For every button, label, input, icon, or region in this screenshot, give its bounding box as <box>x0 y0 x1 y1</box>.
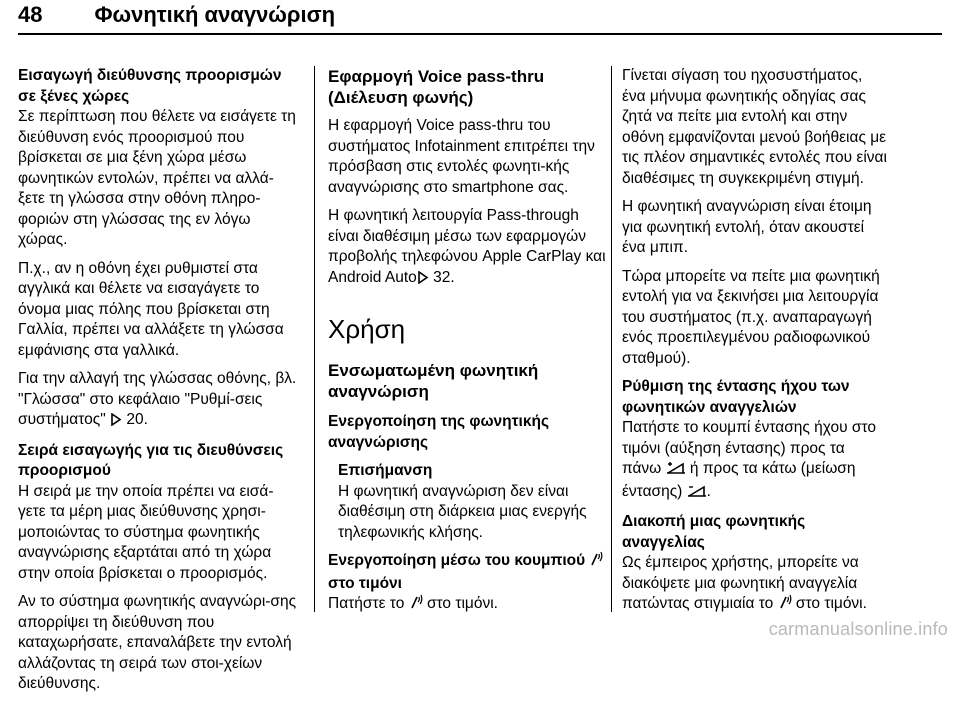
paragraph: Πατήστε το στο τιμόνι. <box>328 594 610 617</box>
voice-button-icon <box>409 594 423 617</box>
paragraph: Πατήστε το κουμπί έντασης ήχου στο τιμόνι (αύξηση έντασης) προς τα πάνω ή προς τα κάτω (μείωση έντασης) . <box>622 418 888 504</box>
column-1 <box>18 66 299 703</box>
paragraph: Η φωνητική λειτουργία Pass-through είναι διαθέσιμη μέσω των εφαρμογών προβολής τηλεφώνου Apple CarPlay και Android Auto 32. <box>328 206 610 290</box>
header-divider <box>18 33 942 35</box>
paragraph: Σε περίπτωση που θέλετε να εισάγετε τη διεύθυνση ενός προορισμού που βρίσκεται σε μια ξένη χώρα μέσω φωνητικών εντολών, πρέπει να αλλά-ξετε τη γλώσσα στην οθόνη πληρο-φοριών στη γλώσσας της εν λόγω χώρας. <box>18 108 296 248</box>
paragraph: Γίνεται σίγαση του ηχοσυστήματος, ένα μήνυμα φωνητικής οδηγίας σας ζητά να πείτε μια εντολή και στην οθόνη εμφανίζονται μενού βοήθειας με τις πλέον σημαντικές εντολές που είναι διαθέσιμες τη συγκεκριμένη στιγμή. <box>622 67 887 187</box>
heading-foreign-address: Εισαγωγή διεύθυνσης προορισμών σε ξένες χώρες <box>18 67 282 105</box>
paragraph: Ως έμπειρος χρήστης, μπορείτε να διακόψετε μια φωνητική αναγγελία πατώντας στιγμιαία το στο τιμόνι. <box>622 553 888 617</box>
heading-voice-pass-thru: Εφαρμογή Voice pass-thru (Διέλευση φωνής) <box>328 67 545 107</box>
note-title: Επισήμανση <box>338 462 433 479</box>
note-text: Η φωνητική αναγνώριση δεν είναι διαθέσιμη στη διάρκεια μιας ενεργής τηλεφωνικής κλήσης. <box>338 482 587 541</box>
voice-button-icon <box>778 594 792 617</box>
column-divider-2 <box>611 66 612 612</box>
note-box <box>338 461 610 543</box>
heading-activate-button: Ενεργοποίηση μέσω του κουμπιού στο τιμόνι <box>328 551 610 594</box>
heading-usage: Χρήση <box>328 314 406 344</box>
paragraph: Για την αλλαγή της γλώσσας οθόνης, βλ. "Γλώσσα" στο κεφάλαιο "Ρυθμί-σεις συστήματος" 20. <box>18 369 299 433</box>
paragraph: Η φωνητική αναγνώριση είναι έτοιμη για φωνητική εντολή, όταν ακουστεί ένα μπιπ. <box>622 198 872 256</box>
paragraph: Η εφαρμογή Voice pass-thru του συστήματος Infotainment επιτρέπει την πρόσβαση στις εντολές φωνητι-κής αναγνώρισης στο smartphone σας. <box>328 117 595 196</box>
paragraph: Τώρα μπορείτε να πείτε μια φωνητική εντολή για να ξεκινήσει μια λειτουργία του συστήματος (π.χ. αναπαραγωγή ενός προεπιλεγμένου ραδιοφωνικού σταθμού). <box>622 267 880 367</box>
heading-volume: Ρύθμιση της έντασης ήχου των φωνητικών αναγγελιών <box>622 378 850 416</box>
page-header <box>18 2 335 32</box>
volume-down-icon <box>687 484 707 505</box>
paragraph: Αν το σύστημα φωνητικής αναγνώρι-σης απορρίψει τη διεύθυνση που καταχωρήσατε, επαναλάβετε την εντολή αλλάζοντας τη σειρά των στοι-χείων διεύθυνσης. <box>18 593 297 692</box>
watermark: carmanualsonline.info <box>768 619 948 639</box>
column-divider-1 <box>314 66 315 612</box>
paragraph: Η σειρά με την οποία πρέπει να εισά-γετε τα μέρη μιας διεύθυνσης χρησι-μοποιώντας το σύστημα φωνητικής αναγνώρισης εξαρτάται από τη χώρα στην οποία βρίσκεται ο προορισμός. <box>18 482 274 582</box>
heading-input-order: Σειρά εισαγωγής για τις διευθύνσεις προορισμού <box>18 441 284 479</box>
column-2 <box>328 66 610 625</box>
column-3 <box>622 66 888 625</box>
page-title: Φωνητική αναγνώριση <box>94 2 336 27</box>
heading-integrated-voice: Ενσωματωμένη φωνητική αναγνώριση <box>328 361 539 401</box>
heading-interrupt: Διακοπή μιας φωνητικής αναγγελίας <box>622 513 806 551</box>
volume-up-icon <box>666 461 686 482</box>
voice-button-icon <box>589 551 603 574</box>
ref-triangle-icon <box>110 412 122 433</box>
paragraph: Π.χ., αν η οθόνη έχει ρυθμιστεί στα αγγλικά και θέλετε να εισαγάγετε το όνομα μιας πόλης που βρίσκεται στη Γαλλία, πρέπει να αλλάξετε τη γλώσσα εμφάνισης στα γαλλικά. <box>18 259 284 359</box>
heading-activate-voice: Ενεργοποίηση της φωνητικής αναγνώρισης <box>328 413 550 451</box>
ref-triangle-icon <box>417 270 429 291</box>
page-number: 48 <box>18 2 43 27</box>
